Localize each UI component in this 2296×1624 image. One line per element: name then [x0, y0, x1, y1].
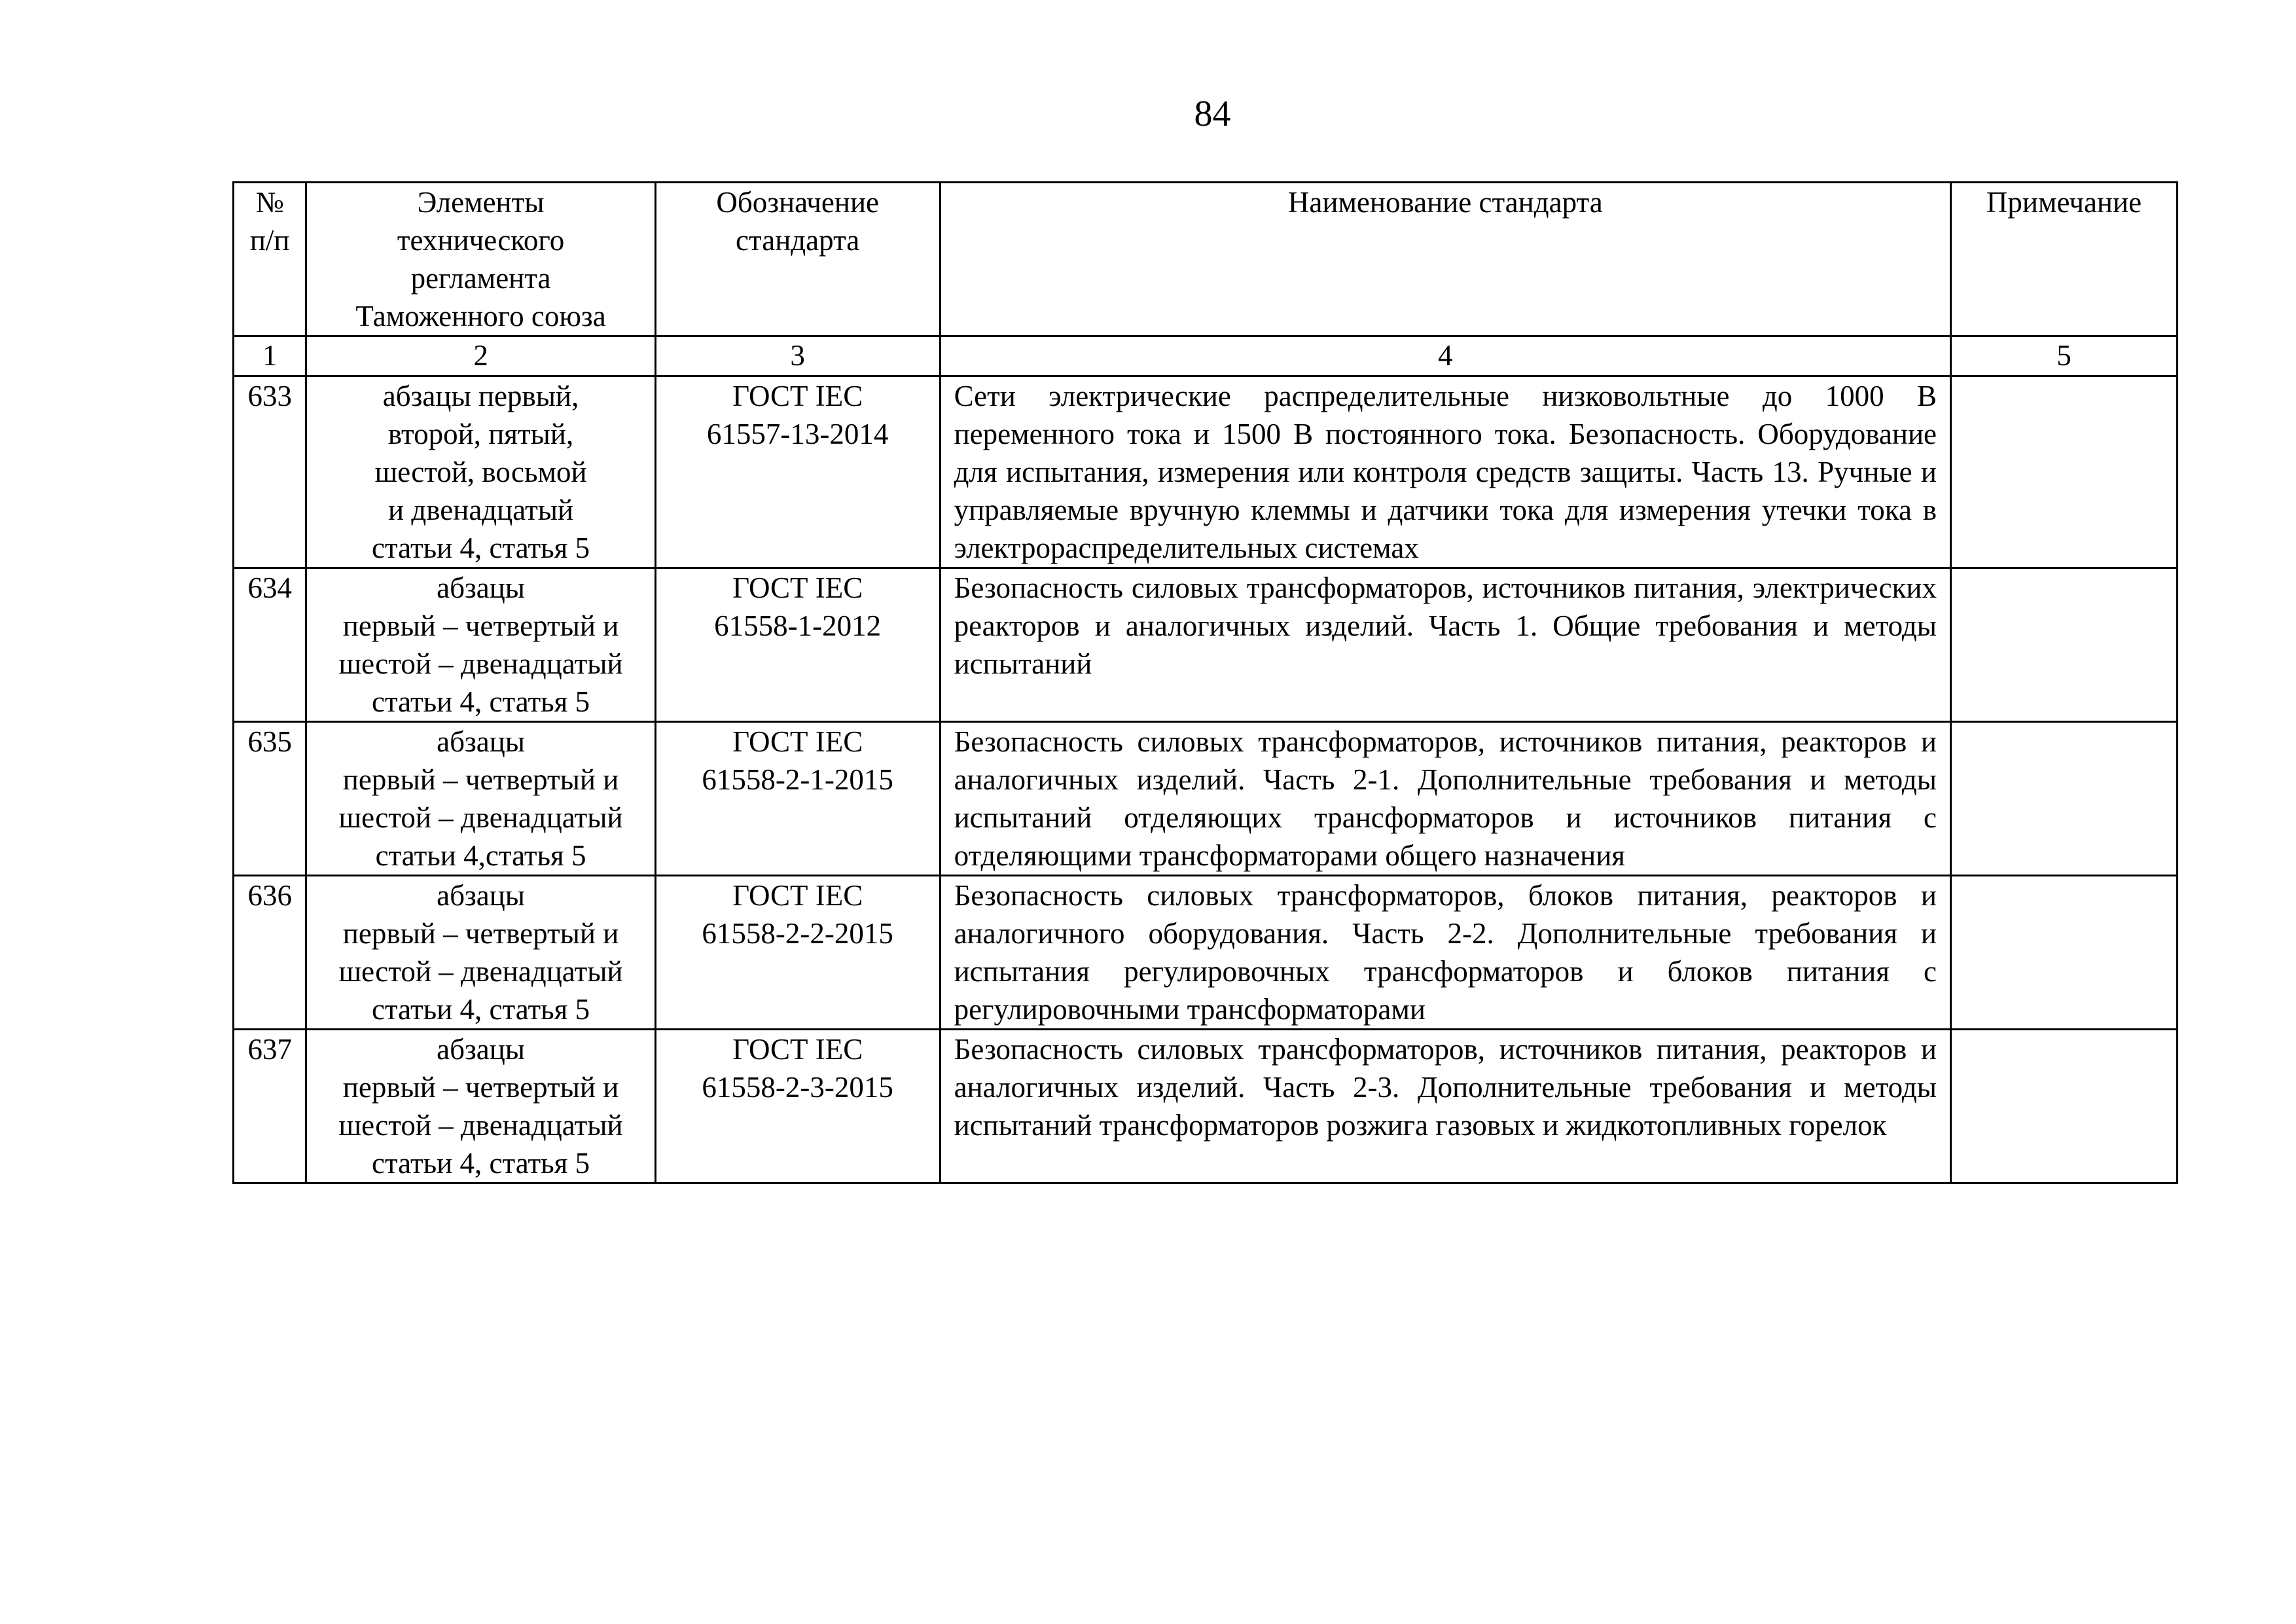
header-note: Примечание: [1951, 183, 2178, 336]
regulation-elements: абзацы первый – четвертый и шестой – двенадцатый статьи 4, статья 5: [306, 1030, 655, 1183]
standards-table: [232, 181, 2178, 1184]
page-number: 84: [1194, 94, 1231, 134]
standard-designation: ГОСТ IEC 61558-1-2012: [655, 568, 940, 722]
header-elements: Элементы технического регламента Таможенного союза: [306, 183, 655, 336]
table-row: [234, 722, 2178, 876]
row-number: 635: [234, 722, 306, 876]
column-index: 4: [940, 336, 1950, 376]
regulation-elements: абзацы первый – четвертый и шестой – двенадцатый статьи 4, статья 5: [306, 876, 655, 1030]
column-index: 1: [234, 336, 306, 376]
standard-designation: ГОСТ IEC 61557-13-2014: [655, 376, 940, 568]
column-index: 2: [306, 336, 655, 376]
standard-name: Безопасность силовых трансформаторов, источников питания, реакторов и аналогичных изделий. Часть 2-1. Дополнительные требования и методы испытаний отделяющих трансформаторов и источников питания с отделяющими трансформаторами общего назначения: [940, 722, 1950, 876]
note-cell: [1951, 376, 2178, 568]
header-name: Наименование стандарта: [940, 183, 1950, 336]
table-row: [234, 568, 2178, 722]
column-index-row: [234, 336, 2178, 376]
table-row: [234, 1030, 2178, 1183]
regulation-elements: абзацы первый – четвертый и шестой – двенадцатый статьи 4, статья 5: [306, 568, 655, 722]
note-cell: [1951, 722, 2178, 876]
note-cell: [1951, 876, 2178, 1030]
note-cell: [1951, 568, 2178, 722]
row-number: 634: [234, 568, 306, 722]
table-body: [234, 376, 2178, 1183]
standard-name: Сети электрические распределительные низковольтные до 1000 В переменного тока и 1500 В постоянного тока. Безопасность. Оборудование для испытания, измерения или контроля средств защиты. Часть 13. Ручные и управляемые вручную клеммы и датчики тока для измерения утечки тока в электрораспределительных системах: [940, 376, 1950, 568]
row-number: 636: [234, 876, 306, 1030]
standard-name: Безопасность силовых трансформаторов, источников питания, электрических реакторов и аналогичных изделий. Часть 1. Общие требования и методы испытаний: [940, 568, 1950, 722]
standard-designation: ГОСТ IEC 61558-2-3-2015: [655, 1030, 940, 1183]
standard-name: Безопасность силовых трансформаторов, блоков питания, реакторов и аналогичного оборудования. Часть 2-2. Дополнительные требования и испытания регулировочных трансформаторов и блоков питания с регулировочными трансформаторами: [940, 876, 1950, 1030]
column-index: 5: [1951, 336, 2178, 376]
header-designation: Обозначение стандарта: [655, 183, 940, 336]
regulation-elements: абзацы первый – четвертый и шестой – двенадцатый статьи 4,статья 5: [306, 722, 655, 876]
standard-name: Безопасность силовых трансформаторов, источников питания, реакторов и аналогичных изделий. Часть 2-3. Дополнительные требования и методы испытаний трансформаторов розжига газовых и жидкотопливных горелок: [940, 1030, 1950, 1183]
row-number: 637: [234, 1030, 306, 1183]
standard-designation: ГОСТ IEC 61558-2-2-2015: [655, 876, 940, 1030]
table-row: [234, 876, 2178, 1030]
regulation-elements: абзацы первый, второй, пятый, шестой, восьмой и двенадцатый статьи 4, статья 5: [306, 376, 655, 568]
header-num: № п/п: [234, 183, 306, 336]
note-cell: [1951, 1030, 2178, 1183]
column-index: 3: [655, 336, 940, 376]
table-row: [234, 376, 2178, 568]
standard-designation: ГОСТ IEC 61558-2-1-2015: [655, 722, 940, 876]
table-header-row: [234, 183, 2178, 336]
row-number: 633: [234, 376, 306, 568]
